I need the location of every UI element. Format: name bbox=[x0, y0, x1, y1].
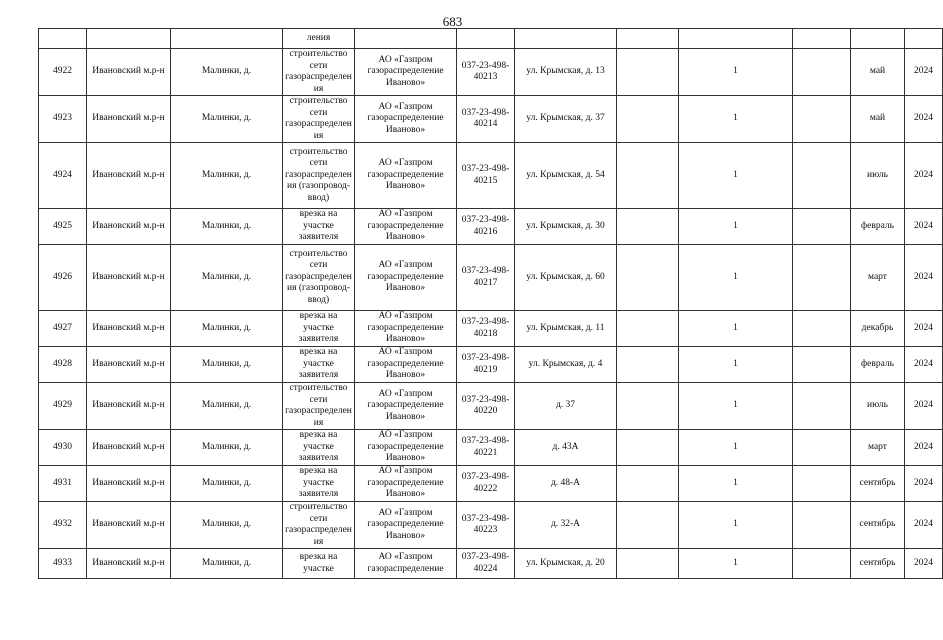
cell-month: июль bbox=[851, 383, 905, 430]
cell-locality: Малинки, д. bbox=[171, 383, 283, 430]
cell-code: 037-23-498-40222 bbox=[457, 466, 515, 502]
table-row bbox=[39, 383, 943, 430]
cell-empty bbox=[793, 347, 851, 383]
cell-year: 2024 bbox=[905, 466, 943, 502]
cell-quantity: 1 bbox=[679, 96, 793, 143]
cell-month: май bbox=[851, 49, 905, 96]
cell-year: 2024 bbox=[905, 143, 943, 209]
cell-organization: АО «Газпром газораспределение Иваново» bbox=[355, 311, 457, 347]
cell-number: 4930 bbox=[39, 430, 87, 466]
cell-locality: Малинки, д. bbox=[171, 245, 283, 311]
cell-district: Ивановский м.р-н bbox=[87, 502, 171, 549]
cell-address: д. 43А bbox=[515, 430, 617, 466]
cell-address: ул. Крымская, д. 30 bbox=[515, 209, 617, 245]
cell-work-type: строительство сети газораспределения bbox=[283, 383, 355, 430]
table-row bbox=[39, 96, 943, 143]
cell-month: февраль bbox=[851, 347, 905, 383]
cell-year: 2024 bbox=[905, 245, 943, 311]
cell-organization: АО «Газпром газораспределение Иваново» bbox=[355, 430, 457, 466]
cell-empty bbox=[793, 96, 851, 143]
cell-month: сентябрь bbox=[851, 466, 905, 502]
cell-locality: Малинки, д. bbox=[171, 549, 283, 579]
cell-year: 2024 bbox=[905, 502, 943, 549]
page-number: 683 bbox=[442, 14, 463, 29]
cell-month: декабрь bbox=[851, 311, 905, 347]
table-row bbox=[39, 502, 943, 549]
cell-work-type: врезка на участке заявителя bbox=[283, 347, 355, 383]
cell-address: д. 32-А bbox=[515, 502, 617, 549]
cell-empty bbox=[617, 143, 679, 209]
cell-address: ул. Крымская, д. 60 bbox=[515, 245, 617, 311]
cell-district: Ивановский м.р-н bbox=[87, 49, 171, 96]
cell-work-type: врезка на участке заявителя bbox=[283, 430, 355, 466]
cell-quantity: 1 bbox=[679, 143, 793, 209]
cell-number: 4922 bbox=[39, 49, 87, 96]
cell-work-type: строительство сети газораспределения bbox=[283, 49, 355, 96]
table-body bbox=[39, 29, 943, 579]
cell-empty bbox=[793, 549, 851, 579]
register-table bbox=[38, 28, 943, 579]
cell-number: 4925 bbox=[39, 209, 87, 245]
cell-work-type: строительство сети газораспределения bbox=[283, 96, 355, 143]
cell-locality: Малинки, д. bbox=[171, 96, 283, 143]
cell-empty bbox=[617, 96, 679, 143]
cell-number: 4927 bbox=[39, 311, 87, 347]
cell-address: ул. Крымская, д. 4 bbox=[515, 347, 617, 383]
cell-work-type: врезка на участке заявителя bbox=[283, 311, 355, 347]
cell-work-type: строительство сети газораспределения (газопровод-ввод) bbox=[283, 143, 355, 209]
cell-organization: АО «Газпром газораспределение Иваново» bbox=[355, 383, 457, 430]
cell-quantity: 1 bbox=[679, 245, 793, 311]
cell-empty bbox=[793, 143, 851, 209]
cell-organization: АО «Газпром газораспределение Иваново» bbox=[355, 347, 457, 383]
table-row bbox=[39, 347, 943, 383]
cell-work-type: строительство сети газораспределения bbox=[283, 502, 355, 549]
cell-empty bbox=[617, 209, 679, 245]
cell-month: май bbox=[851, 96, 905, 143]
cell-district: Ивановский м.р-н bbox=[87, 347, 171, 383]
cell-year: 2024 bbox=[905, 96, 943, 143]
cell-empty bbox=[793, 311, 851, 347]
cell-empty bbox=[617, 49, 679, 96]
cell-address: д. 37 bbox=[515, 383, 617, 430]
cell-code: 037-23-498-40218 bbox=[457, 311, 515, 347]
cell-organization: АО «Газпром газораспределение Иваново» bbox=[355, 245, 457, 311]
cell-district: Ивановский м.р-н bbox=[87, 245, 171, 311]
cell-locality: Малинки, д. bbox=[171, 209, 283, 245]
cell-work-type: врезка на участке bbox=[283, 549, 355, 579]
cell-month: февраль bbox=[851, 209, 905, 245]
cell-organization: АО «Газпром газораспределение Иваново» bbox=[355, 96, 457, 143]
cell-code: 037-23-498-40217 bbox=[457, 245, 515, 311]
table-row bbox=[39, 466, 943, 502]
cell-work-type: врезка на участке заявителя bbox=[283, 209, 355, 245]
cell-empty bbox=[617, 466, 679, 502]
cell-code: 037-23-498-40214 bbox=[457, 96, 515, 143]
cell-number: 4933 bbox=[39, 549, 87, 579]
cell-empty bbox=[793, 430, 851, 466]
cell-organization: АО «Газпром газораспределение Иваново» bbox=[355, 502, 457, 549]
cell-locality: Малинки, д. bbox=[171, 311, 283, 347]
table-row bbox=[39, 245, 943, 311]
cell-month: сентябрь bbox=[851, 549, 905, 579]
cell-empty bbox=[617, 347, 679, 383]
cell-quantity: 1 bbox=[679, 502, 793, 549]
cell-number: 4929 bbox=[39, 383, 87, 430]
cell-locality: Малинки, д. bbox=[171, 347, 283, 383]
cell-empty bbox=[617, 383, 679, 430]
cell-quantity: 1 bbox=[679, 49, 793, 96]
table-row bbox=[39, 209, 943, 245]
cell-locality: Малинки, д. bbox=[171, 49, 283, 96]
cell-year: 2024 bbox=[905, 311, 943, 347]
cell-empty bbox=[793, 383, 851, 430]
cell-quantity: 1 bbox=[679, 383, 793, 430]
table-row bbox=[39, 430, 943, 466]
cell-year: 2024 bbox=[905, 209, 943, 245]
cell-district: Ивановский м.р-н bbox=[87, 143, 171, 209]
cell-organization: АО «Газпром газораспределение Иваново» bbox=[355, 466, 457, 502]
cell-quantity: 1 bbox=[679, 549, 793, 579]
cell-code: 037-23-498-40219 bbox=[457, 347, 515, 383]
cell-work-continuation: ления bbox=[283, 29, 355, 49]
cell-number: 4924 bbox=[39, 143, 87, 209]
cell-code: 037-23-498-40213 bbox=[457, 49, 515, 96]
cell-district: Ивановский м.р-н bbox=[87, 209, 171, 245]
cell-month: сентябрь bbox=[851, 502, 905, 549]
cell-empty bbox=[793, 466, 851, 502]
cell-code: 037-23-498-40215 bbox=[457, 143, 515, 209]
cell-quantity: 1 bbox=[679, 311, 793, 347]
cell-quantity: 1 bbox=[679, 466, 793, 502]
cell-code: 037-23-498-40216 bbox=[457, 209, 515, 245]
cell-quantity: 1 bbox=[679, 347, 793, 383]
cell-organization: АО «Газпром газораспределение Иваново» bbox=[355, 143, 457, 209]
cell-year: 2024 bbox=[905, 347, 943, 383]
cell-year: 2024 bbox=[905, 383, 943, 430]
cell-empty bbox=[617, 311, 679, 347]
cell-work-type: строительство сети газораспределения (газопровод-ввод) bbox=[283, 245, 355, 311]
cell-number: 4931 bbox=[39, 466, 87, 502]
cell-locality: Малинки, д. bbox=[171, 502, 283, 549]
cell-quantity: 1 bbox=[679, 430, 793, 466]
cell-empty bbox=[793, 245, 851, 311]
cell-district: Ивановский м.р-н bbox=[87, 466, 171, 502]
cell-code: 037-23-498-40224 bbox=[457, 549, 515, 579]
cell-year: 2024 bbox=[905, 430, 943, 466]
cell-organization: АО «Газпром газораспределение Иваново» bbox=[355, 49, 457, 96]
cell-code: 037-23-498-40223 bbox=[457, 502, 515, 549]
cell-number: 4926 bbox=[39, 245, 87, 311]
cell-number: 4923 bbox=[39, 96, 87, 143]
cell-empty bbox=[617, 549, 679, 579]
table-row bbox=[39, 549, 943, 579]
cell-empty bbox=[617, 245, 679, 311]
cell-month: март bbox=[851, 430, 905, 466]
cell-code: 037-23-498-40221 bbox=[457, 430, 515, 466]
cell-organization: АО «Газпром газораспределение Иваново» bbox=[355, 209, 457, 245]
table-row bbox=[39, 49, 943, 96]
cell-number: 4932 bbox=[39, 502, 87, 549]
cell-address: ул. Крымская, д. 11 bbox=[515, 311, 617, 347]
cell-address: д. 48-А bbox=[515, 466, 617, 502]
cell-address: ул. Крымская, д. 13 bbox=[515, 49, 617, 96]
cell-district: Ивановский м.р-н bbox=[87, 549, 171, 579]
table-row-continuation bbox=[39, 29, 943, 49]
cell-month: март bbox=[851, 245, 905, 311]
cell-empty bbox=[617, 430, 679, 466]
cell-locality: Малинки, д. bbox=[171, 466, 283, 502]
cell-district: Ивановский м.р-н bbox=[87, 96, 171, 143]
cell-locality: Малинки, д. bbox=[171, 143, 283, 209]
table-row bbox=[39, 311, 943, 347]
cell-year: 2024 bbox=[905, 49, 943, 96]
cell-code: 037-23-498-40220 bbox=[457, 383, 515, 430]
cell-work-type: врезка на участке заявителя bbox=[283, 466, 355, 502]
cell-number: 4928 bbox=[39, 347, 87, 383]
cell-address: ул. Крымская, д. 20 bbox=[515, 549, 617, 579]
cell-month: июль bbox=[851, 143, 905, 209]
cell-organization: АО «Газпром газораспределение bbox=[355, 549, 457, 579]
cell-address: ул. Крымская, д. 37 bbox=[515, 96, 617, 143]
cell-district: Ивановский м.р-н bbox=[87, 430, 171, 466]
cell-address: ул. Крымская, д. 54 bbox=[515, 143, 617, 209]
cell-district: Ивановский м.р-н bbox=[87, 311, 171, 347]
cell-empty bbox=[793, 502, 851, 549]
cell-district: Ивановский м.р-н bbox=[87, 383, 171, 430]
cell-quantity: 1 bbox=[679, 209, 793, 245]
cell-locality: Малинки, д. bbox=[171, 430, 283, 466]
cell-empty bbox=[617, 502, 679, 549]
table-row bbox=[39, 143, 943, 209]
cell-empty bbox=[793, 209, 851, 245]
cell-year: 2024 bbox=[905, 549, 943, 579]
cell-empty bbox=[793, 49, 851, 96]
